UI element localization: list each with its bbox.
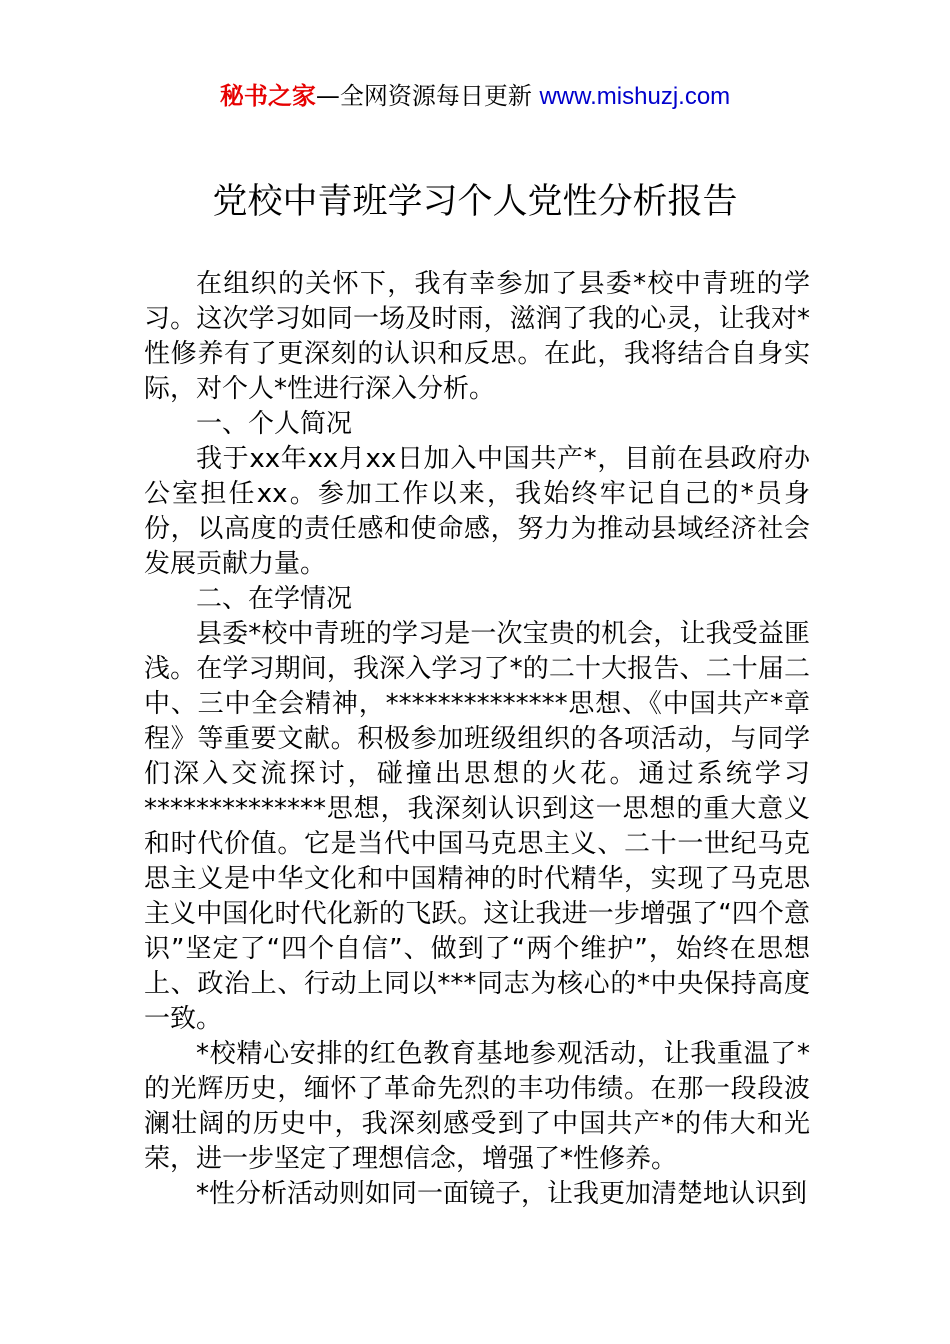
site-brand: 秘书之家 [219, 82, 316, 110]
section-heading-personal: 一、个人简况 [196, 409, 353, 439]
paragraph-personal: 我于xx年xx月xx日加入中国共产*，目前在县政府办公室担任xx。参加工作以来，我始终牢记自己的*员身份，以高度的责任感和使命感，努力为推动县域经济社会发展贡献力量。 [144, 444, 810, 579]
site-header [0, 80, 950, 113]
document-title: 党校中青班学习个人党性分析报告 [212, 182, 738, 222]
paragraph-study: 县委*校中青班的学习是一次宝贵的机会，让我受益匪浅。在学习期间，我深入学习了*的二十大报告、二十届二中、三中全会精神，**************思想、《中国共产*章程》等重要文献。积极参加班级组织的各项活动，与同学们深入交流探讨，碰撞出思想的火花。通过系统学习**************思想，我深刻认识到这一思想的重大意义和时代价值。它是当代中国马克思主义、二十一世纪马克思主义是中华文化和中国精神的时代精华，实现了马克思主义中国化时代化新的飞跃。这让我进一步增强了“四个意识”坚定了“四个自信”、做到了“两个维护”，始终在思想上、政治上、行动上同以***同志为核心的*中央保持高度一致。 [144, 619, 810, 1034]
paragraph-red-education: *校精心安排的红色教育基地参观活动，让我重温了*的光辉历史，缅怀了革命先烈的丰功伟绩。在那一段段波澜壮阔的历史中，我深刻感受到了中国共产*的伟大和光荣，进一步坚定了理想信念，增强了*性修养。 [144, 1039, 810, 1174]
section-heading-study: 二、在学情况 [196, 584, 353, 614]
site-tagline: —全网资源每日更新 [315, 82, 540, 110]
paragraph-party-analysis: *性分析活动则如同一面镜子，让我更加清楚地认识到 [196, 1179, 808, 1209]
paragraph-intro: 在组织的关怀下，我有幸参加了县委*校中青班的学习。这次学习如同一场及时雨，滋润了我的心灵，让我对*性修养有了更深刻的认识和反思。在此，我将结合自身实际，对个人*性进行深入分析。 [144, 269, 810, 404]
site-url-link[interactable]: www.mishuzj.com [539, 83, 731, 110]
document-body [144, 267, 810, 1212]
